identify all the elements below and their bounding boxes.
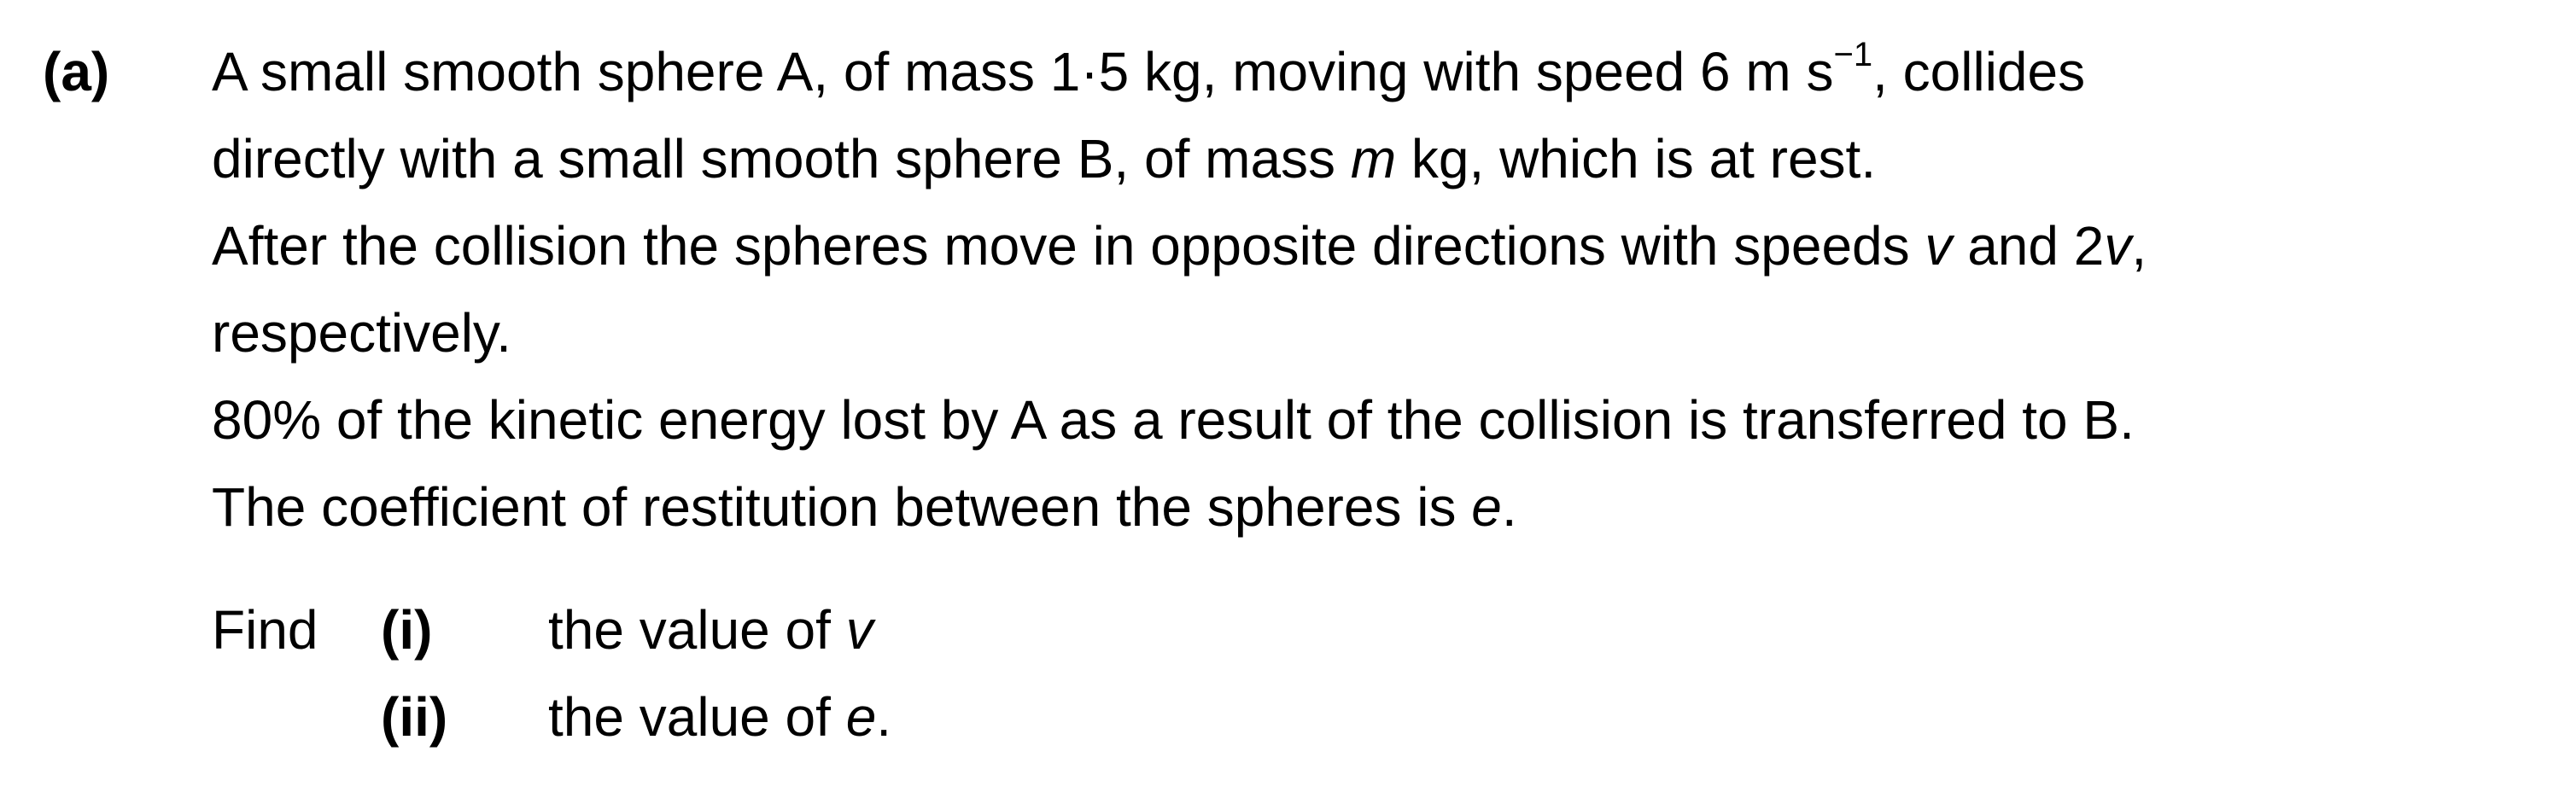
subpart-i-variable: v bbox=[845, 599, 873, 661]
line-1-tail: , collides bbox=[1872, 41, 2086, 102]
unit-exponent: −1 bbox=[1833, 36, 1873, 73]
subpart-i-prefix: the value of bbox=[548, 599, 846, 661]
subpart-ii-suffix: . bbox=[876, 686, 892, 748]
line-2-text: directly with a small smooth sphere B, of mass bbox=[212, 128, 1351, 189]
line-6-tail: . bbox=[1501, 476, 1517, 538]
part-a-label: (a) bbox=[43, 41, 110, 102]
line-1-text: A small smooth sphere A, of mass 1·5 kg, moving with speed 6 m s bbox=[212, 41, 1834, 102]
subpart-i-label: (i) bbox=[381, 599, 433, 661]
speed-variable-2v: v bbox=[2104, 215, 2132, 277]
subpart-i-text bbox=[548, 599, 873, 661]
question-line-5: 80% of the kinetic energy lost by A as a result of the collision is transferred to B. bbox=[212, 389, 2135, 451]
question-line-6 bbox=[212, 476, 1517, 538]
question-line-4: respectively. bbox=[212, 302, 511, 364]
subpart-ii-prefix: the value of bbox=[548, 686, 846, 748]
subpart-ii-variable: e bbox=[845, 686, 877, 748]
find-word: Find bbox=[212, 599, 318, 661]
subpart-ii-text bbox=[548, 686, 892, 748]
question-line-1 bbox=[212, 36, 2086, 102]
line-3-mid: and 2 bbox=[1952, 215, 2105, 277]
speed-variable-v: v bbox=[1925, 215, 1953, 277]
line-3-text: After the collision the spheres move in opposite directions with speeds bbox=[212, 215, 1925, 277]
line-3-tail: , bbox=[2131, 215, 2147, 277]
mass-variable-m: m bbox=[1350, 128, 1397, 189]
restitution-variable-e: e bbox=[1471, 476, 1502, 538]
question-line-3 bbox=[212, 215, 2147, 277]
subpart-ii-label: (ii) bbox=[381, 686, 448, 748]
line-2-tail: kg, which is at rest. bbox=[1396, 128, 1877, 189]
question-line-2 bbox=[212, 128, 1877, 189]
line-6-text: The coefficient of restitution between the spheres is bbox=[212, 476, 1472, 538]
